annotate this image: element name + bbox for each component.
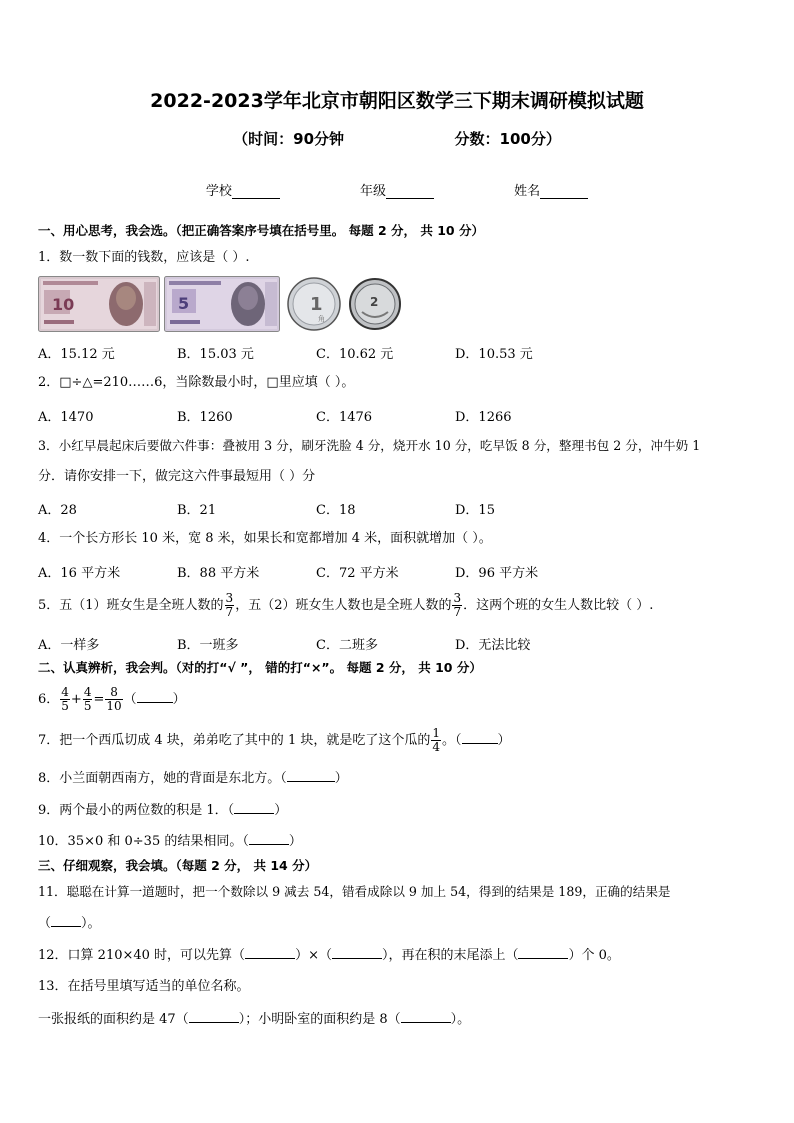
school-field[interactable]: [232, 186, 280, 199]
ten-yuan-note-image: [38, 276, 160, 332]
q11-text-line1: 11．聪聪在计算一道题时，把一个数除以 9 减去 54，错看成除以 9 加上 54，得到的结果是 189，正确的结果是: [38, 884, 671, 899]
q12-blank-3[interactable]: [518, 946, 568, 959]
q4-text: 4．一个长方形长 10 米，宽 8 米，如果长和宽都增加 4 米，面积就增加（ ）。: [38, 531, 492, 546]
q9-answer-blank[interactable]: [234, 801, 274, 814]
ten-note-value: 10: [52, 295, 75, 314]
q1-option-d[interactable]: D．10.53 元: [455, 347, 533, 362]
exam-time: （时间：90分钟: [233, 130, 345, 148]
q13-text: 13．在括号里填写适当的单位名称。: [38, 979, 250, 994]
section-3-title: 三、仔细观察，我会填。（每题 2 分， 共 14 分）: [38, 858, 318, 873]
one-jiao-coin-image: [286, 276, 342, 332]
q5-options: [38, 634, 594, 653]
page-title: 2022-2023学年北京市朝阳区数学三下期末调研模拟试题: [150, 90, 644, 112]
q9-line: 9．两个最小的两位数的积是 1．（ ）: [38, 803, 288, 818]
coin1-value: 1: [310, 294, 323, 315]
q2-option-d[interactable]: D．1266: [455, 410, 512, 425]
q2-option-a[interactable]: A．1470: [38, 410, 94, 425]
q6-answer-blank[interactable]: [137, 690, 173, 703]
q1-option-c[interactable]: C．10.62 元: [316, 347, 394, 362]
q5-option-c[interactable]: C．二班多: [316, 638, 378, 653]
coin1-unit: 角: [318, 315, 325, 323]
q13-blank-1[interactable]: [189, 1010, 239, 1023]
q1-options: [38, 343, 594, 362]
q1-text: 1．数一数下面的钱数，应该是（ ）.: [38, 250, 250, 265]
coin2-value: 2: [370, 295, 379, 309]
q2-options: [38, 406, 594, 425]
exam-meta: [0, 128, 794, 149]
five-note-value: 5: [178, 294, 190, 313]
q11-line2: （ ）。: [38, 916, 101, 931]
q11-answer-blank[interactable]: [51, 914, 81, 927]
school-label: 学校: [205, 184, 232, 199]
q10-line: 10．35×0 和 0÷35 的结果相同。（ ）: [38, 834, 302, 849]
q4-option-c[interactable]: C．72 平方米: [316, 566, 399, 581]
q2-option-b[interactable]: B．1260: [177, 410, 233, 425]
exam-score: 分数：100分）: [454, 130, 561, 148]
section-2-title: 二、认真辨析，我会判。（对的打“√ ”， 错的打“×”。 每题 2 分， 共 10 分）: [38, 660, 482, 675]
student-info: [0, 180, 794, 199]
q5-fraction-2: $\frac{3}{7}$: [453, 591, 462, 619]
q1-option-b[interactable]: B．15.03 元: [177, 347, 254, 362]
grade-field[interactable]: [386, 186, 434, 199]
q4-options: [38, 562, 594, 581]
q3-option-d[interactable]: D．15: [455, 503, 495, 518]
grade-label: 年级: [359, 184, 386, 199]
q13-blank-2[interactable]: [401, 1010, 451, 1023]
q3-option-c[interactable]: C．18: [316, 503, 356, 518]
q4-option-a[interactable]: A．16 平方米: [38, 566, 121, 581]
q3-options: [38, 499, 594, 518]
two-fen-coin-image: [348, 276, 402, 332]
q5-option-d[interactable]: D．无法比较: [455, 638, 531, 653]
q12-blank-2[interactable]: [332, 946, 382, 959]
q5-option-b[interactable]: B．一班多: [177, 638, 239, 653]
q8-line: 8．小兰面朝西南方，她的背面是东北方。（ ）: [38, 771, 348, 786]
q7-text: 7．把一个西瓜切成 4 块，弟弟吃了其中的 1 块，就是吃了这个瓜的 $\frac{1}{4}$ 。（ ）: [38, 726, 511, 754]
q6-text: 6． $\frac{4}{5}$ + $\frac{4}{5}$ = $\frac{8}{10}$ （ ）: [38, 685, 186, 713]
q13-line: 一张报纸的面积约是 47（ ）；小明卧室的面积约是 8（ ）。: [38, 1012, 471, 1027]
q4-option-b[interactable]: B．88 平方米: [177, 566, 260, 581]
q7-fraction: $\frac{1}{4}$: [432, 726, 440, 754]
q3-text-line2: 分．请你安排一下，做完这六件事最短用（ ）分: [38, 469, 316, 484]
q3-text-line1: 3．小红早晨起床后要做六件事：叠被用 3 分，刷牙洗脸 4 分，烧开水 10 分，吃早饭 8 分，整理书包 2 分，冲牛奶 1: [38, 438, 701, 453]
q3-option-a[interactable]: A．28: [38, 503, 77, 518]
section-1-title: 一、用心思考，我会选。（把正确答案序号填在括号里。 每题 2 分， 共 10 分）: [38, 223, 484, 238]
q1-option-a[interactable]: A．15.12 元: [38, 347, 115, 362]
q4-option-d[interactable]: D．96 平方米: [455, 566, 539, 581]
q5-text: 5．五（1）班女生是全班人数的 $\frac{3}{7}$ ，五（2）班女生人数也是全班人数的 $\frac{3}{7}$ ．这两个班的女生人数比较（ ）.: [38, 591, 654, 619]
name-field[interactable]: [540, 186, 588, 199]
q2-text: 2．□÷△=210……6，当除数最小时，□里应填（ ）。: [38, 375, 355, 390]
q8-answer-blank[interactable]: [287, 769, 335, 782]
five-yuan-note-image: [164, 276, 280, 332]
q3-option-b[interactable]: B．21: [177, 503, 217, 518]
q2-option-c[interactable]: C．1476: [316, 410, 373, 425]
q12-blank-1[interactable]: [245, 946, 295, 959]
q10-answer-blank[interactable]: [249, 832, 289, 845]
q5-fraction-1: $\frac{3}{7}$: [225, 591, 234, 619]
name-label: 姓名: [514, 184, 541, 199]
q5-option-a[interactable]: A．一样多: [38, 638, 100, 653]
q12-line: 12．口算 210×40 时，可以先算（ ）×（ ），再在积的末尾添上（ ）个 0。: [38, 948, 620, 963]
q7-answer-blank[interactable]: [462, 731, 498, 744]
